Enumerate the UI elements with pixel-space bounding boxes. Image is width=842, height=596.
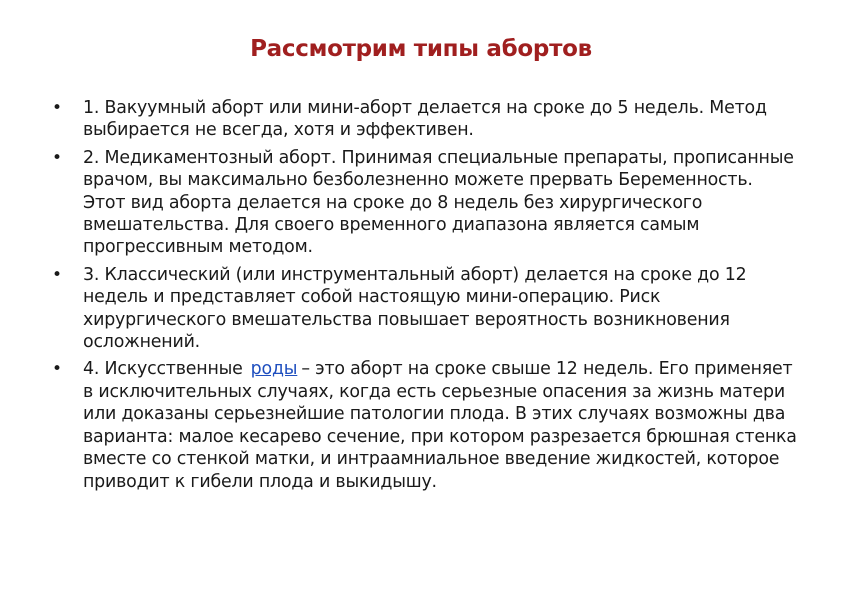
list-item-4 <box>50 358 800 492</box>
slide-title: Рассмотрим типы абортов <box>250 36 592 62</box>
list-item-2 <box>50 147 800 259</box>
list-item-text-before-link: 4. Искусственные <box>83 359 243 380</box>
bullet-icon: • <box>52 264 62 285</box>
bullet-icon: • <box>52 147 62 168</box>
list-item-text-after-link: – это аборт на сроке свыше 12 недель. Его применяет в исключительных случаях, когда есть серьезные опасения за жизнь матери или доказаны серьезнейшие патологии плода. В этих случаях возможны два варианта: малое кесарево сечение, при котором разрезается брюшная стенка вместе со стенкой матки, и интраамниальное введение жидкостей, которое приводит к гибели плода и выкидышу. <box>83 359 797 492</box>
bullet-list <box>50 97 800 498</box>
bullet-icon: • <box>52 98 62 118</box>
list-item-3 <box>50 264 800 354</box>
bullet-icon: • <box>52 359 62 380</box>
list-item-1 <box>50 97 800 142</box>
list-item-text: 2. Медикаментозный аборт. Принимая специальные препараты, прописанные врачом, вы максимально безболезненно можете прервать Беременность. Этот вид аборта делается на сроке до 8 недель без хирургического вмешательства. Для своего временного диапазона является самым прогрессивным методом. <box>83 147 794 258</box>
rody-link[interactable]: роды <box>250 359 298 380</box>
list-item-text: 3. Классический (или инструментальный аборт) делается на сроке до 12 недель и представляет собой настоящую мини-операцию. Риск хирургического вмешательства повышает вероятность возникновения осложнений. <box>83 264 747 353</box>
list-item-text: 1. Вакуумный аборт или мини-аборт делается на сроке до 5 недель. Метод выбирается не всегда, хотя и эффективен. <box>83 98 767 141</box>
